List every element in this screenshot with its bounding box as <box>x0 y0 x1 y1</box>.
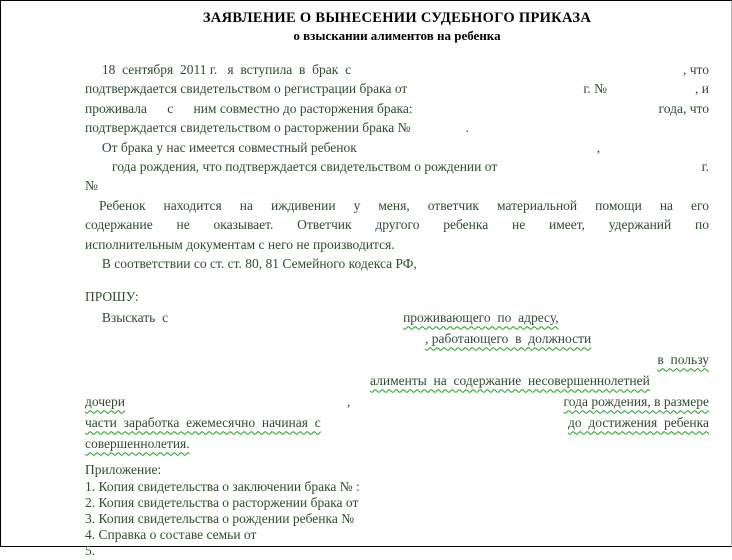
text-run: исполнительным документам с него не производится. <box>85 236 395 252</box>
text-run: части заработка ежемесячно начиная с <box>85 415 321 431</box>
text-run: г. № <box>583 81 607 97</box>
text-run: дочери <box>85 394 126 410</box>
document-line <box>85 328 709 349</box>
text-run: подтверждается свидетельством о регистрации брака от <box>85 81 408 97</box>
text-run: г. <box>701 159 709 175</box>
document-line <box>85 370 709 391</box>
document-line <box>85 462 709 478</box>
text-run: От брака у нас имеется совместный ребенок <box>85 139 357 155</box>
text-run: , и <box>695 81 709 97</box>
document-line <box>85 391 709 412</box>
section-intro <box>85 60 709 196</box>
section-facts <box>85 196 709 274</box>
document-line <box>85 118 709 137</box>
text-run: до достижения ребенка <box>568 415 709 431</box>
document-line <box>85 543 709 559</box>
text-run: В соответствии со ст. ст. 80, 81 Семейного кодекса РФ, <box>85 256 417 272</box>
document-line <box>85 495 709 511</box>
document-line <box>85 479 709 495</box>
text-run: 3. Копия свидетельства о рождении ребенка № <box>85 511 355 527</box>
document-line <box>85 176 709 195</box>
document-content <box>1 1 731 559</box>
document-line <box>85 349 709 370</box>
document-line <box>85 99 709 118</box>
text-run: года рождения, что подтверждается свидетельством о рождении от <box>85 159 498 175</box>
text-run: 5. <box>85 543 99 559</box>
text-run: Приложение: <box>85 462 162 478</box>
text-run: содержание не оказывает. Ответчик другого ребенка не имеет, удержаний по <box>85 217 709 233</box>
document-line <box>85 527 709 543</box>
text-run: алименты на содержание несовершеннолетней <box>370 373 650 389</box>
document-line <box>85 157 709 176</box>
text-run: проживающего по адресу, <box>403 310 559 326</box>
document-line <box>85 286 709 307</box>
document-line <box>85 138 709 157</box>
text-run: 2. Копия свидетельства о расторжении брака от <box>85 494 359 510</box>
text-run: 18 сентября 2011 г. я вступила в брак с <box>85 62 352 77</box>
document-line <box>85 433 709 454</box>
document-line <box>85 307 709 328</box>
document-line <box>85 235 709 254</box>
text-run: 4. Справка о составе семьи от <box>85 527 257 543</box>
document-body <box>85 60 709 560</box>
text-run: , <box>596 139 601 155</box>
document-line <box>85 215 709 234</box>
text-run: года рождения, в размере <box>563 394 709 410</box>
document-subtitle: о взыскании алиментов на ребенка <box>293 28 501 43</box>
text-run: проживала с ним совместно до расторжения брака: <box>85 100 413 116</box>
text-run: года, что <box>658 100 709 116</box>
document-line <box>85 254 709 273</box>
text-run: , <box>347 394 351 410</box>
text-run: ПРОШУ: <box>85 289 139 305</box>
document-line <box>85 60 709 79</box>
document-title: ЗАЯВЛЕНИЕ О ВЫНЕСЕНИИ СУДЕБНОГО ПРИКАЗА <box>202 10 592 26</box>
section-attachments <box>85 462 709 559</box>
document-line <box>85 412 709 433</box>
text-run: совершеннолетия. <box>85 436 190 452</box>
text-run: . <box>465 120 469 136</box>
text-run: подтверждается свидетельством о расторжении брака № <box>85 120 411 136</box>
text-run: Взыскать с <box>85 310 169 326</box>
section-request <box>85 286 709 454</box>
text-run: , работающего в должности <box>425 331 592 347</box>
text-run: в пользу <box>657 352 709 368</box>
document-line <box>85 196 709 215</box>
text-run: Ребенок находится на иждивении у меня, ответчик материальной помощи на его <box>99 197 709 213</box>
text-run: , что <box>682 62 709 77</box>
text-run: № <box>85 178 98 194</box>
document-line <box>85 79 709 98</box>
text-run: 1. Копия свидетельства о заключении брака № : <box>85 478 360 494</box>
document-line <box>85 511 709 527</box>
